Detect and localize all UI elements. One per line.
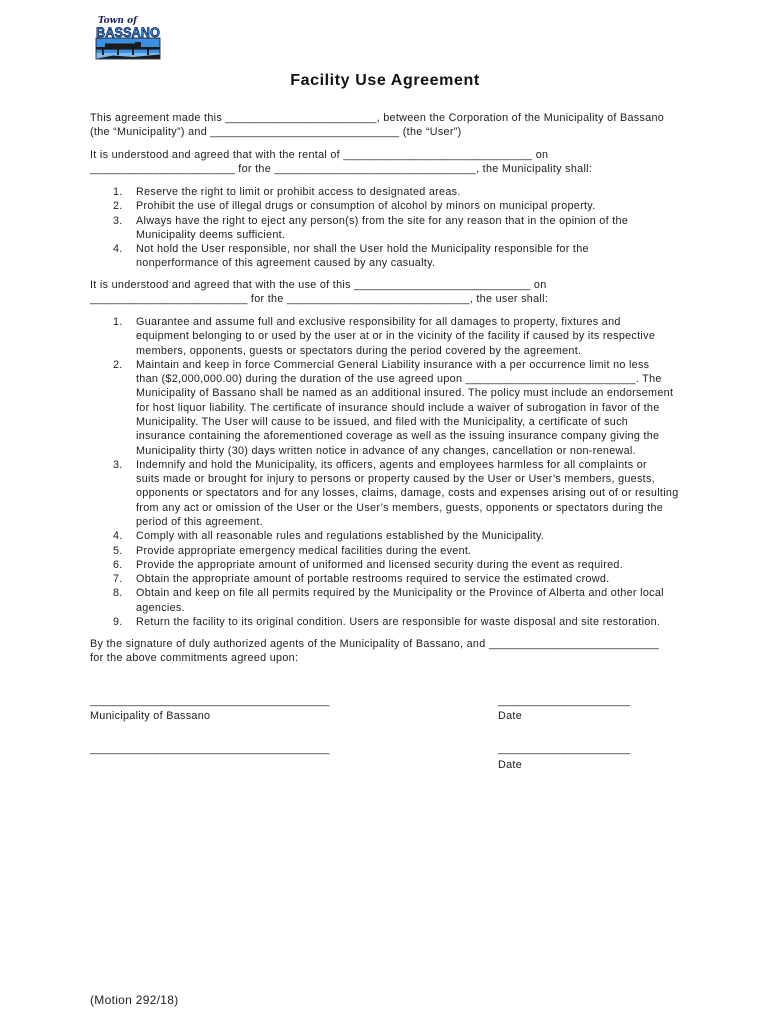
municipality-date-label: Date [498,710,523,722]
item-text [136,615,660,629]
item-line: Maintain and keep in force Commercial General Liability insurance with a per occurrence limit no less [136,358,650,371]
user-signature-line: ______________________________________ [90,743,330,755]
user-date-label: Date [498,759,523,771]
item-text [136,458,679,529]
logo-bassano-text: BASSANO [96,24,161,40]
item-number: 4. [113,243,123,256]
item-line: from any act or omission of the User or the User’s members, guests, opponents or spectators during the [136,501,664,514]
user-intro-line: It is understood and agreed that with the use of this ____________________________ on [90,279,547,291]
list-item [113,185,628,199]
list-item [113,529,679,543]
town-of-bassano-logo [93,14,163,62]
item-number: 3. [113,214,123,227]
item-line: Indemnify and hold the Municipality, its officers, agents and employees harmless for all complaints or [136,458,647,471]
municipality-date-line: _____________________ [498,695,631,707]
item-line: Always have the right to eject any person(s) from the site for any reason that in the opinion of the [136,214,629,227]
agreement-intro [90,111,664,140]
item-text [136,544,471,558]
user-date-line: _____________________ [498,743,631,755]
item-line: Comply with all reasonable rules and regulations established by the Municipality. [136,530,545,543]
list-item [113,544,679,558]
list-item [113,572,679,586]
item-number: 6. [113,558,123,571]
item-text [136,214,628,243]
item-text [136,358,673,458]
item-line: opponents or spectators and for any losses, claims, damage, costs and expenses arising out of or resulting [136,487,679,500]
item-line: Obtain the appropriate amount of portable restrooms required to service the estimated crowd. [136,573,610,586]
item-line: Not hold the User responsible, nor shall the User hold the Municipality responsible for the [136,243,589,256]
list-item [113,214,628,243]
item-line: members, opponents, guests or spectators during the period covered by the agreement. [136,344,582,357]
item-number: 1. [113,186,123,198]
item-line: for host liquor liability. The certificate of insurance should include a waiver of subrogation in favor of the [136,401,660,414]
logo-bridge-deck [96,47,159,50]
municipality-signature-line: ______________________________________ [90,695,330,707]
logo-graphic [93,14,163,62]
user-terms-intro [90,278,548,307]
item-text [136,199,596,213]
signature-clause [90,637,659,666]
user-obligations-list [113,315,679,629]
item-line: than ($2,000,000.00) during the duration of the use agreed upon ___________________________. The [136,373,662,386]
item-number: 2. [113,358,123,371]
item-line: nonperformance of this agreement caused by any casualty. [136,257,436,270]
item-text [136,572,610,586]
intro-line: This agreement made this ________________________, between the Corporation of the Municipality of Bassano [90,112,665,124]
item-number: 2. [113,200,123,213]
municipality-terms-intro [90,148,592,177]
item-line: Municipality thirty (30) days written notice in advance of any changes, cancellation or non-renewal. [136,444,636,457]
item-text [136,529,544,543]
item-line: suits made or brought for injury to persons or property caused by the User or User’s members, guests, [136,473,655,486]
municipality-intro-line: It is understood and agreed that with the rental of ______________________________ on [90,149,549,161]
list-item [113,458,679,529]
logo-train-engine [135,42,141,47]
list-item [113,242,628,271]
list-item [113,558,679,572]
item-text [136,185,461,199]
item-number: 9. [113,615,123,628]
municipality-obligations-list [113,185,628,271]
item-line: Prohibit the use of illegal drugs or consumption of alcohol by minors on municipal property. [136,200,596,213]
item-line: Municipality of Bassano shall be named as an additional insured. The policy must include an endorsement [136,387,674,400]
user-intro-line: _________________________ for the _____________________________, the user shall: [90,293,549,306]
item-line: equipment belonging to or used by the user at or in the vicinity of the facility if caused by its respective [136,330,656,343]
list-item [113,315,679,358]
intro-line: (the “Municipality”) and ______________________________ (the “User”) [90,126,462,139]
signature-clause-line: for the above commitments agreed upon: [90,652,299,665]
item-number: 3. [113,458,123,471]
item-text [136,586,664,615]
motion-reference: (Motion 292/18) [90,993,179,1007]
item-line: Return the facility to its original condition. Users are responsible for waste disposal and site restoration. [136,615,661,628]
item-line: insurance containing the aforementioned coverage as well as the issuing insurance company giving the [136,430,660,443]
item-line: agencies. [136,601,185,614]
item-number: 8. [113,587,123,600]
item-line: Municipality. The User will cause to be issued, and filed with the Municipality, a certificate of such [136,415,629,428]
logo-train [105,44,135,48]
list-item [113,586,679,615]
item-line: Reserve the right to limit or prohibit access to designated areas. [136,186,461,198]
item-line: period of this agreement. [136,515,263,528]
list-item [113,615,679,629]
list-item [113,358,679,458]
item-number: 4. [113,530,123,543]
item-number: 7. [113,573,123,586]
municipality-intro-line: _______________________ for the ________________________________, the Municipality shall: [90,163,593,176]
item-text [136,315,655,358]
item-line: Obtain and keep on file all permits required by the Municipality or the Province of Alberta and other local [136,587,664,600]
municipality-signature-label: Municipality of Bassano [90,710,211,722]
item-line: Provide the appropriate amount of uniformed and licensed security during the event as required. [136,558,624,571]
list-item [113,199,628,213]
item-line: Guarantee and assume full and exclusive responsibility for all damages to property, fixtures and [136,316,621,328]
item-number: 1. [113,316,123,328]
item-line: Provide appropriate emergency medical facilities during the event. [136,544,472,557]
signature-clause-line: By the signature of duly authorized agents of the Municipality of Bassano, and ___________________________ [90,638,660,650]
logo-town-of-text: Town of [98,16,137,26]
item-number: 5. [113,544,123,557]
item-text [136,242,589,271]
item-line: Municipality deems sufficient. [136,228,286,241]
item-text [136,558,623,572]
page-title: Facility Use Agreement [290,72,480,89]
